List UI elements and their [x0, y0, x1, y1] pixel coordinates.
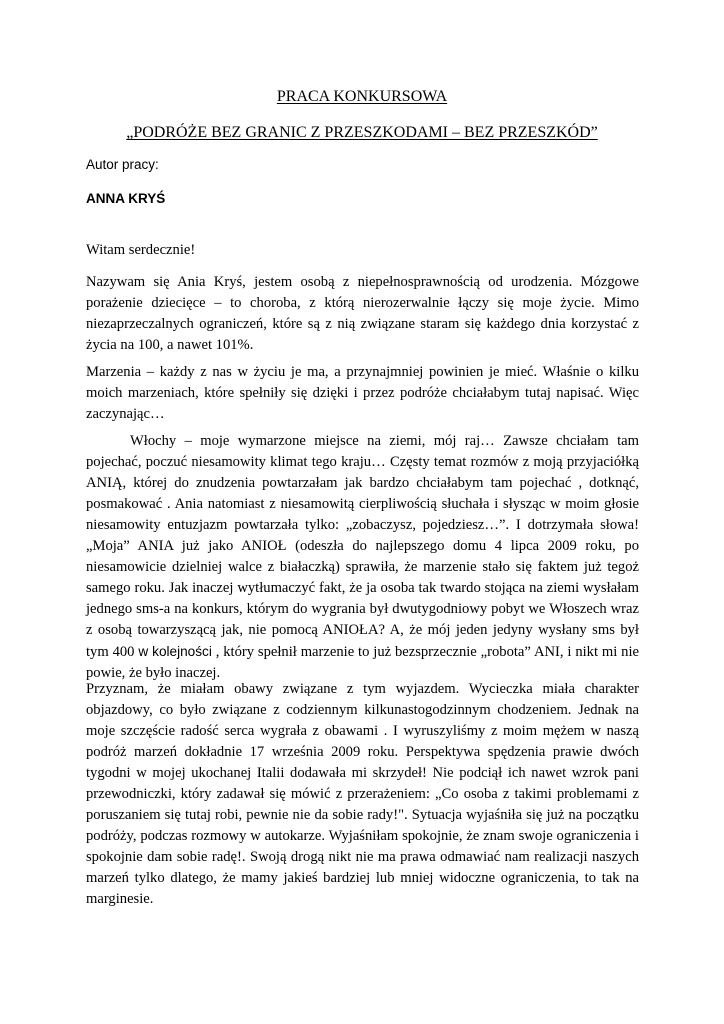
title-line-2-text: „PODRÓŻE BEZ GRANIC Z PRZESZKODAMI – BEZ PRZESZKÓD” [126, 124, 598, 141]
paragraph-3 [86, 431, 639, 684]
paragraph-2: Marzenia – każdy z nas w życiu je ma, a przynajmniej powinien je mieć. Właśnie o kilku moich marzeniach, które spełniły się dzięki i przez podróże chciałabym tutaj napisać. Więc zaczynając… [86, 364, 639, 422]
paragraph-3-part-1: Włochy – moje wymarzone miejsce na ziemi, mój raj… Zawsze chciałam tam pojechać, poczuć niesamowity klimat tego kraju… Częsty temat rozmów z moją przyjaciółką ANIĄ, której do znudzenia powtarzałam jak bardzo chciałabym tam pojechać , dotknąć, posmakować . Ania natomiast z niesamowitą cierpliwością słuchała i słysząc w moim głosie niesamowity entuzjazm powtarzała tylko: „zobaczysz, pojedziesz…”. I dotrzymała słowa! „Moja” ANIA już jako ANIOŁ (odeszła do najlepszego domu 4 lipca 2009 roku, po niesamowicie dzielniej walce z białaczką) sprawiła, że marzenie stało się faktem już tegoż samego roku. Jak inaczej wytłumaczyć fakt, że ja osoba tak twardo stojąca na ziemi wysłałam jednego sms-a na konkurs, którym do wygrania był dwutygodniowy pobyt we Włoszech wraz z osobą towarzyszącą jak, nie pomocą ANIOŁA? A, że mój jeden jedyny wysłany sms był tym 400 [86, 433, 639, 660]
author-label: Autor pracy: [86, 157, 159, 172]
paragraph-1: Nazywam się Ania Kryś, jestem osobą z niepełnosprawnością od urodzenia. Mózgowe porażenie dziecięce – to choroba, z którą nierozerwalnie łączy się moje życie. Mimo niezaprzeczalnych ograniczeń, które są z nią związane staram się każdego dnia korzystać z życia na 100, a nawet 101%. [86, 274, 639, 353]
title-line-2 [0, 123, 724, 143]
paragraph-4: Przyznam, że miałam obawy związane z tym wyjazdem. Wycieczka miała charakter objazdowy, co było związane z codziennym kilkunastogodzinnym chodzeniem. Jednak na moje szczęście radość serca wygrała z obawami . I wyruszyliśmy z moim mężem w naszą podróż marzeń dokładnie 17 września 2009 roku. Perspektywa spędzenia prawie dwóch tygodni w mojej ukochanej Italii dodawała mi skrzydeł! Nie podciął ich nawet wzrok pani przewodniczki, który zadawał się mówić z przerażeniem: „Co osoba z takimi problemami z poruszaniem się tutaj robi, pewnie nie da sobie rady!". Sytuacja wyjaśniła się już na początku podróży, podczas rozmowy w autokarze. Wyjaśniłam spokojnie, że znam swoje ograniczenia i spokojnie dam sobie radę!. Swoją drogą nikt nie ma prawa odmawiać nam realizacji naszych marzeń tylko dlatego, że mamy jakieś bardziej lub mniej widoczne ograniczenia, to tak na marginesie. [86, 681, 639, 907]
paragraph-3-part-2: , który spełnił marzenie to już bezsprzecznie „robota” ANI, i nikt mi nie powie, że było inaczej. [86, 644, 640, 681]
author-name: ANNA KRYŚ [86, 191, 166, 206]
title-line-1-text: PRACA KONKURSOWA [276, 88, 448, 105]
greeting: Witam serdecznie! [86, 242, 196, 258]
title-line-1 [0, 87, 724, 107]
paragraph-3-sans-fragment: w kolejności [138, 644, 212, 659]
